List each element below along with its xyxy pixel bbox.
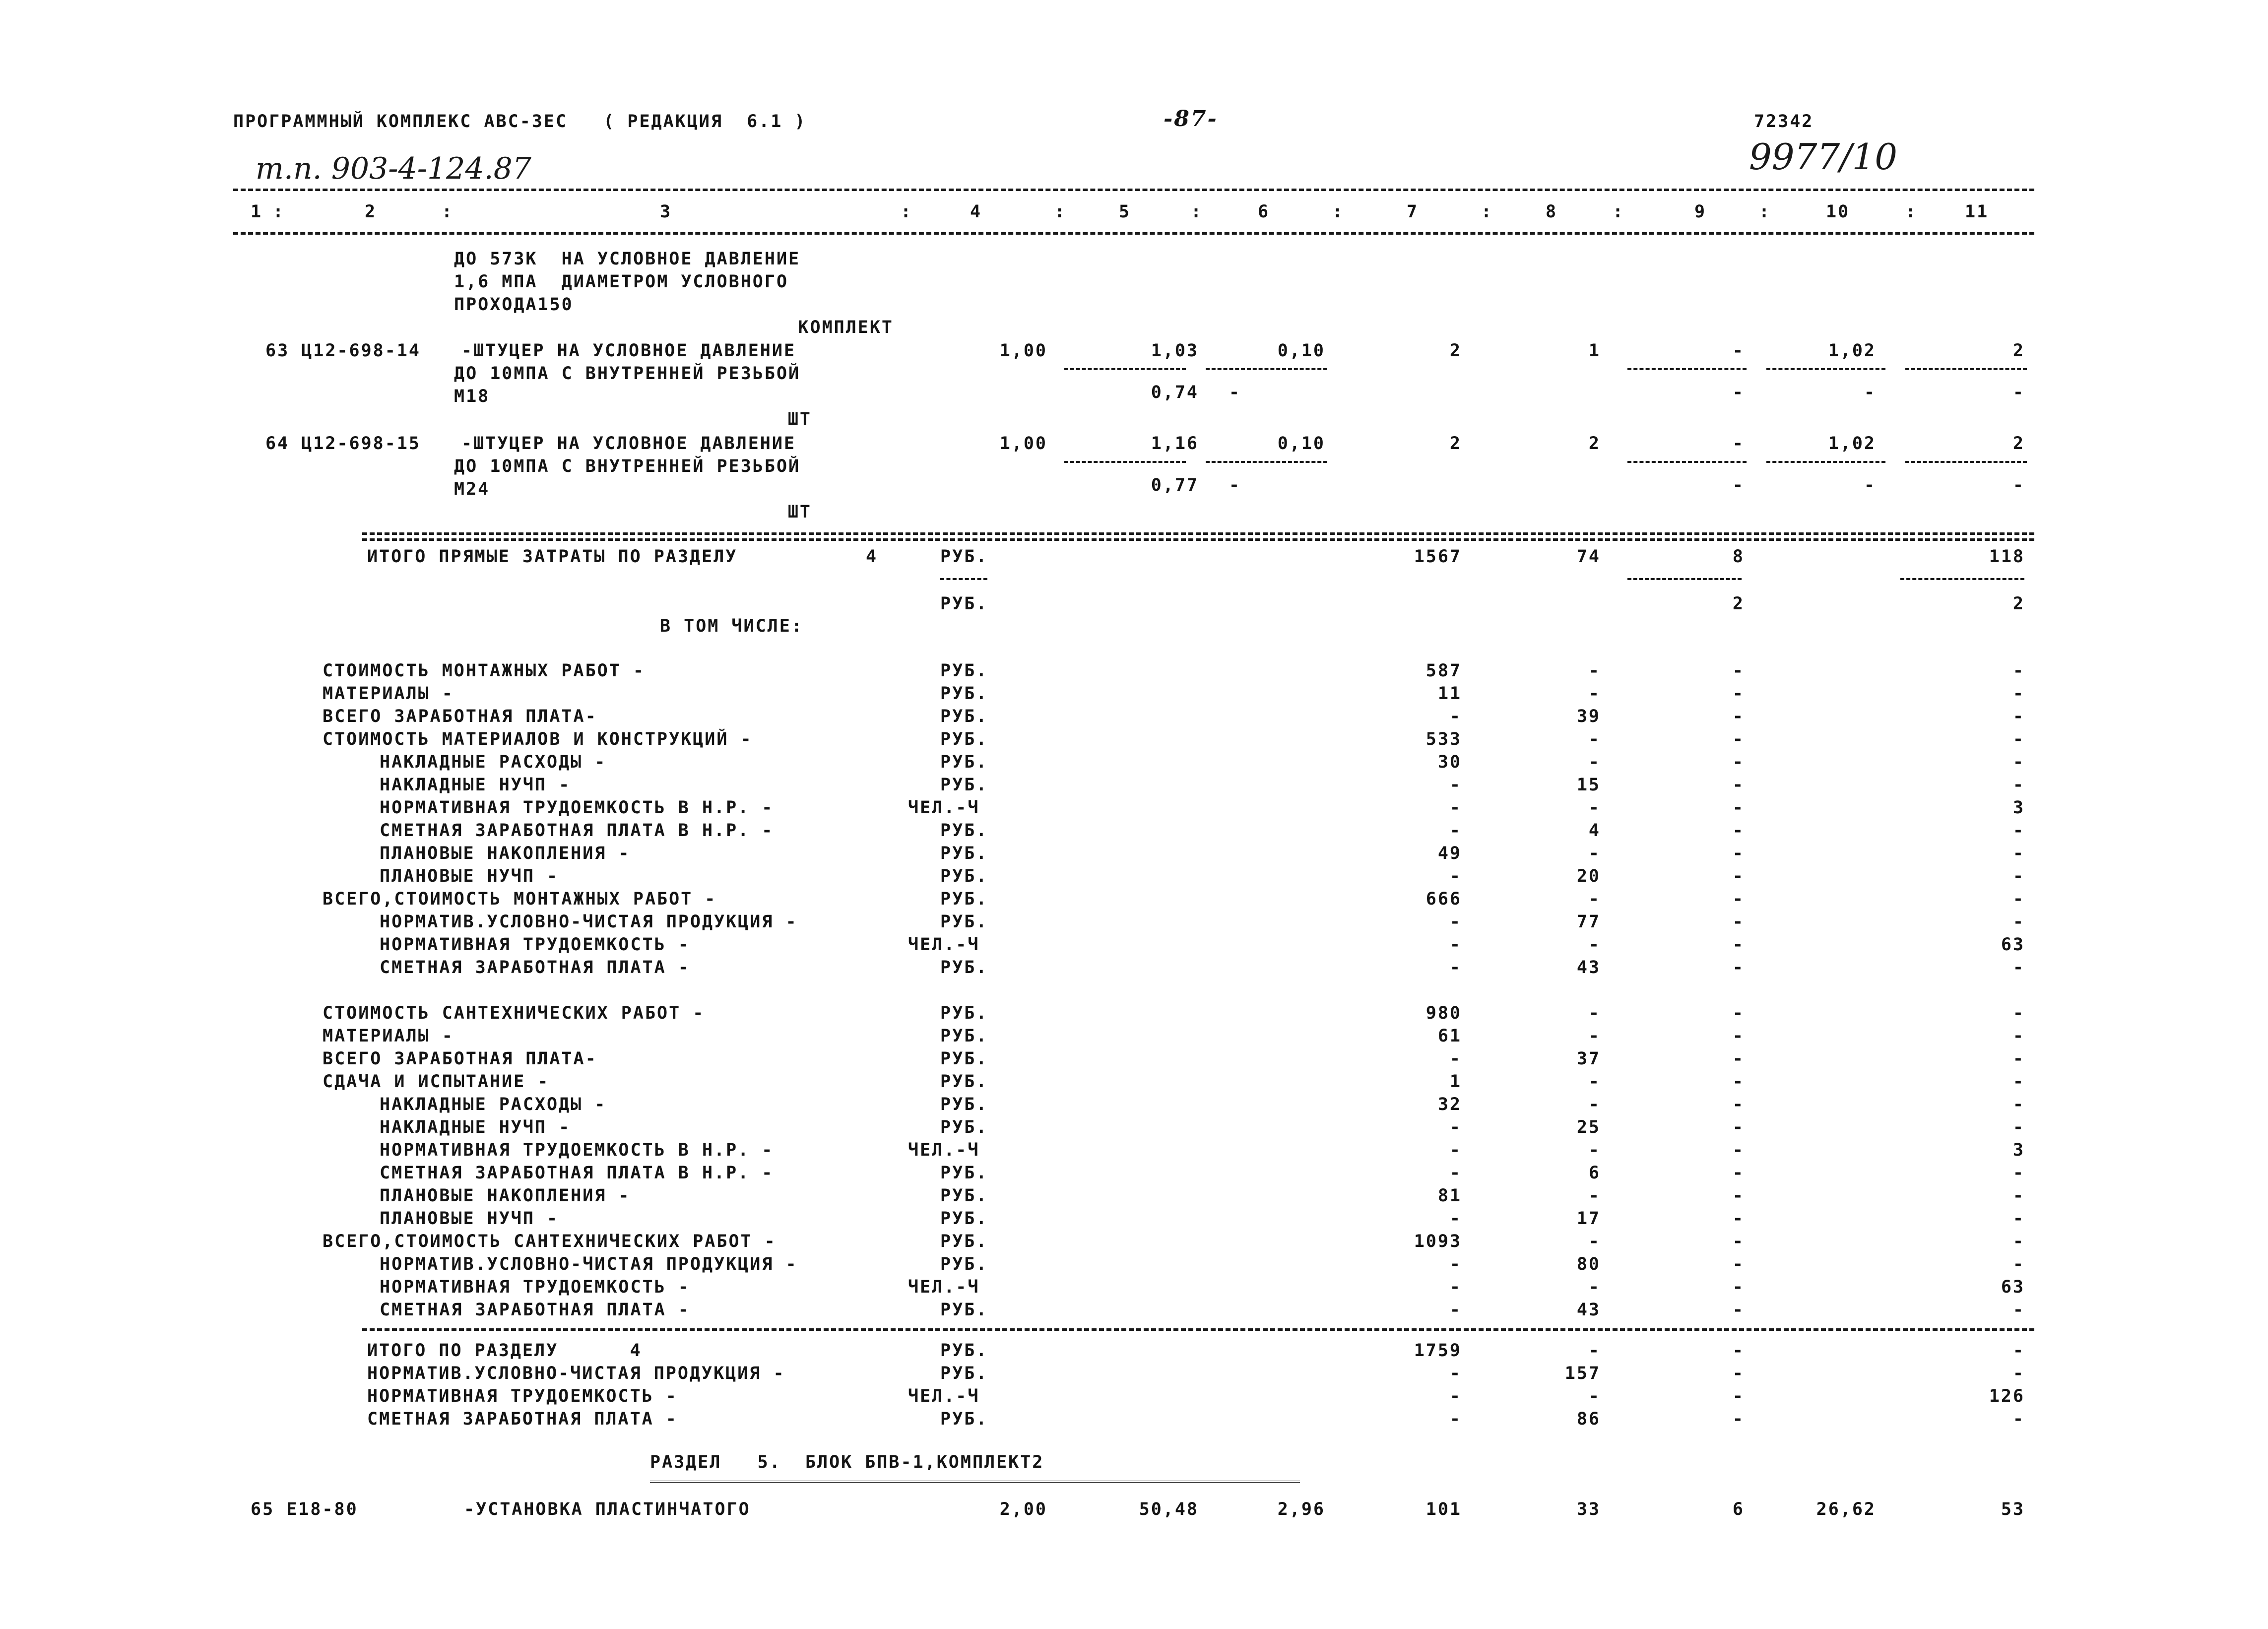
column-header-17: : [1759, 202, 1771, 222]
breakdown-c8: 43 [1576, 958, 1601, 977]
breakdown-c8: - [1588, 729, 1601, 749]
item-c10: 1,02 [1828, 434, 1876, 454]
breakdown-c9: - [1732, 1003, 1745, 1023]
item-c10-dash [1766, 368, 1885, 370]
item-c5b: 0,77 [1151, 475, 1199, 495]
breakdown-unit: РУБ. [940, 1049, 988, 1069]
breakdown-c7: - [1449, 935, 1462, 955]
item-c11: 2 [2012, 434, 2025, 454]
breakdown-c8: - [1588, 1095, 1601, 1114]
column-header-13: : [1481, 202, 1493, 222]
totals-c8: 157 [1564, 1364, 1601, 1383]
breakdown-label: ПЛАНОВЫЕ НАКОПЛЕНИЯ - [380, 844, 631, 863]
breakdown-c9: - [1732, 1232, 1745, 1251]
breakdown-label: СМЕТНАЯ ЗАРАБОТНАЯ ПЛАТА В Н.Р. - [380, 1163, 774, 1183]
breakdown-c11: - [2012, 707, 2025, 726]
breakdown-c8: 4 [1588, 821, 1601, 841]
breakdown-c9: - [1732, 1209, 1745, 1229]
totals-c7: - [1449, 1364, 1462, 1383]
breakdown-c11: - [2012, 1254, 2025, 1274]
breakdown-c9: - [1732, 958, 1745, 977]
breakdown-c11: - [2012, 1003, 2025, 1023]
breakdown-c7: - [1449, 1300, 1462, 1320]
breakdown-label: НОРМАТИВНАЯ ТРУДОЕМКОСТЬ - [380, 935, 690, 955]
breakdown-c8: 15 [1576, 775, 1601, 795]
breakdown-unit: РУБ. [940, 1095, 988, 1114]
breakdown-c9: - [1732, 866, 1745, 886]
breakdown-c8: - [1588, 1277, 1601, 1297]
breakdown-c7: 32 [1437, 1095, 1462, 1114]
program-header: ПРОГРАММНЫЙ КОМПЛЕКС АВС-3ЕС ( РЕДАКЦИЯ 6.1 ) [233, 112, 807, 131]
column-header-7: : [1054, 202, 1067, 222]
breakdown-c8: - [1588, 935, 1601, 955]
last-item-c11: 53 [2001, 1499, 2025, 1519]
direct-costs-c11-dash [1900, 578, 2024, 580]
column-header-8: 5 [1119, 202, 1131, 222]
breakdown-c7: 980 [1426, 1003, 1462, 1023]
direct-costs-section: 4 [866, 547, 878, 567]
item-c5-dash [1064, 368, 1186, 370]
breakdown-c11: - [2012, 1300, 2025, 1320]
breakdown-unit: РУБ. [940, 866, 988, 886]
item-c11-dash [1905, 368, 2027, 370]
column-header-5: : [901, 202, 913, 222]
item-c5b: 0,74 [1151, 383, 1199, 402]
last-item-c4: 2,00 [999, 1499, 1047, 1519]
breakdown-c11: - [2012, 866, 2025, 886]
breakdown-c9: - [1732, 1300, 1745, 1320]
breakdown-c11: - [2012, 1209, 2025, 1229]
item-c11b: - [2012, 475, 2025, 495]
totals-label: НОРМАТИВ.УСЛОВНО-ЧИСТАЯ ПРОДУКЦИЯ - [367, 1364, 785, 1383]
breakdown-label: ВСЕГО ЗАРАБОТНАЯ ПЛАТА- [323, 1049, 597, 1069]
column-header-15: : [1613, 202, 1625, 222]
item-c6: 0,10 [1277, 341, 1325, 361]
direct-costs-rule-top-2 [362, 538, 2034, 541]
item-c8: 1 [1588, 341, 1601, 361]
breakdown-c7: - [1449, 707, 1462, 726]
breakdown-c9: - [1732, 798, 1745, 818]
breakdown-c7: 533 [1426, 729, 1462, 749]
direct-costs-c8: 74 [1576, 547, 1601, 567]
breakdown-unit: РУБ. [940, 1003, 988, 1023]
item-c10: 1,02 [1828, 341, 1876, 361]
breakdown-c8: - [1588, 661, 1601, 681]
totals-unit: РУБ. [940, 1341, 988, 1361]
breakdown-unit: РУБ. [940, 1209, 988, 1229]
project-ref-handwritten: т.п. 903-4-124.87 [256, 151, 531, 186]
breakdown-c7: - [1449, 958, 1462, 977]
breakdown-label: СМЕТНАЯ ЗАРАБОТНАЯ ПЛАТА - [380, 1300, 690, 1320]
totals-c8: 86 [1576, 1409, 1601, 1429]
breakdown-c8: 25 [1576, 1117, 1601, 1137]
breakdown-unit: РУБ. [940, 821, 988, 841]
breakdown-unit: РУБ. [940, 684, 988, 704]
item-description-line: М24 [454, 479, 490, 499]
breakdown-c9: - [1732, 775, 1745, 795]
last-item-c9: 6 [1732, 1499, 1745, 1519]
item-description-line: М18 [454, 387, 490, 406]
item-c4: 1,00 [999, 434, 1047, 454]
direct-costs-c7: 1567 [1414, 547, 1462, 567]
column-header-4: 3 [660, 202, 672, 222]
breakdown-c11: - [2012, 752, 2025, 772]
section-5-underline [650, 1481, 1300, 1483]
breakdown-unit: РУБ. [940, 1026, 988, 1046]
header-rule-top [233, 189, 2034, 191]
breakdown-unit: РУБ. [940, 661, 988, 681]
breakdown-c7: 666 [1426, 889, 1462, 909]
breakdown-c9: - [1732, 889, 1745, 909]
column-header-3: : [442, 202, 454, 222]
item-num-code: 64 Ц12-698-15 [265, 434, 421, 454]
breakdown-c7: - [1449, 1163, 1462, 1183]
breakdown-c8: - [1588, 798, 1601, 818]
item-c7: 2 [1449, 341, 1462, 361]
breakdown-c8: - [1588, 1232, 1601, 1251]
item-c6b: - [1229, 475, 1241, 495]
breakdown-c8: - [1588, 844, 1601, 863]
breakdown-c9: - [1732, 1072, 1745, 1092]
column-header-16: 9 [1694, 202, 1707, 222]
breakdown-label: ВСЕГО,СТОИМОСТЬ САНТЕХНИЧЕСКИХ РАБОТ - [323, 1232, 777, 1251]
direct-costs-c9: 8 [1732, 547, 1745, 567]
breakdown-c7: - [1449, 1209, 1462, 1229]
totals-unit: РУБ. [940, 1409, 988, 1429]
breakdown-c11: - [2012, 684, 2025, 704]
item-c8: 2 [1588, 434, 1601, 454]
breakdown-c9: - [1732, 1026, 1745, 1046]
column-header-18: 10 [1826, 202, 1850, 222]
breakdown-label: НОРМАТИВНАЯ ТРУДОЕМКОСТЬ - [380, 1277, 690, 1297]
item-description-line: ПРОХОДА150 [454, 295, 574, 315]
breakdown-label: СТОИМОСТЬ САНТЕХНИЧЕСКИХ РАБОТ - [323, 1003, 705, 1023]
document-code: 72342 [1754, 112, 1814, 131]
breakdown-c9: - [1732, 1117, 1745, 1137]
column-header-2: 2 [365, 202, 377, 222]
last-item-text: -УСТАНОВКА ПЛАСТИНЧАТОГО [464, 1499, 751, 1519]
breakdown-unit: РУБ. [940, 1186, 988, 1206]
totals-c8: - [1588, 1386, 1601, 1406]
column-header-11: : [1332, 202, 1345, 222]
item-c9: - [1732, 434, 1745, 454]
totals-rule [362, 1328, 2034, 1331]
breakdown-c9: - [1732, 729, 1745, 749]
breakdown-c9: - [1732, 821, 1745, 841]
column-header-19: : [1905, 202, 1918, 222]
item-description-line: ДО 573К НА УСЛОВНОЕ ДАВЛЕНИЕ [454, 249, 801, 269]
direct-costs-unit-2: РУБ. [940, 594, 988, 614]
totals-c9: - [1732, 1386, 1745, 1406]
breakdown-c7: - [1449, 1049, 1462, 1069]
breakdown-c7: 30 [1437, 752, 1462, 772]
column-header-0: 1 [251, 202, 263, 222]
item-unit: КОМПЛЕКТ [798, 318, 894, 337]
breakdown-unit: ЧЕЛ.-Ч [908, 1277, 980, 1297]
item-c9-dash [1627, 461, 1747, 463]
breakdown-label: НАКЛАДНЫЕ РАСХОДЫ - [380, 1095, 607, 1114]
breakdown-c11: - [2012, 661, 2025, 681]
item-c10b: - [1864, 383, 1876, 402]
breakdown-unit: ЧЕЛ.-Ч [908, 935, 980, 955]
totals-c8: - [1588, 1341, 1601, 1361]
breakdown-unit: РУБ. [940, 729, 988, 749]
totals-c7: - [1449, 1386, 1462, 1406]
breakdown-c9: - [1732, 1049, 1745, 1069]
breakdown-c9: - [1732, 1140, 1745, 1160]
totals-c7: 1759 [1414, 1341, 1462, 1361]
breakdown-unit: РУБ. [940, 1072, 988, 1092]
breakdown-c7: 49 [1437, 844, 1462, 863]
breakdown-c7: 1 [1449, 1072, 1462, 1092]
breakdown-c8: 6 [1588, 1163, 1601, 1183]
header-rule-bottom [233, 232, 2034, 235]
breakdown-c11: - [2012, 1186, 2025, 1206]
item-c11: 2 [2012, 341, 2025, 361]
breakdown-c8: - [1588, 1003, 1601, 1023]
breakdown-c7: - [1449, 912, 1462, 932]
breakdown-c7: - [1449, 1117, 1462, 1137]
item-c4: 1,00 [999, 341, 1047, 361]
breakdown-c11: - [2012, 1049, 2025, 1069]
item-c6b: - [1229, 383, 1241, 402]
totals-c11: - [2012, 1409, 2025, 1429]
last-item-c6: 2,96 [1277, 1499, 1325, 1519]
breakdown-c11: - [2012, 1163, 2025, 1183]
breakdown-label: МАТЕРИАЛЫ - [323, 684, 454, 704]
column-header-9: : [1191, 202, 1203, 222]
breakdown-c9: - [1732, 661, 1745, 681]
totals-label: ИТОГО ПО РАЗДЕЛУ 4 [367, 1341, 642, 1361]
item-c9: - [1732, 341, 1745, 361]
column-header-1: : [273, 202, 285, 222]
breakdown-c8: 17 [1576, 1209, 1601, 1229]
direct-costs-unit-dash [940, 578, 987, 580]
item-c5: 1,16 [1151, 434, 1199, 454]
breakdown-label: НОРМАТИВНАЯ ТРУДОЕМКОСТЬ В Н.Р. - [380, 1140, 774, 1160]
item-description-line: 1,6 МПА ДИАМЕТРОМ УСЛОВНОГО [454, 272, 789, 292]
breakdown-c11: 3 [2012, 1140, 2025, 1160]
breakdown-c7: 11 [1437, 684, 1462, 704]
breakdown-c9: - [1732, 912, 1745, 932]
breakdown-c8: 43 [1576, 1300, 1601, 1320]
breakdown-c7: - [1449, 866, 1462, 886]
breakdown-c8: - [1588, 1072, 1601, 1092]
breakdown-label: ПЛАНОВЫЕ НАКОПЛЕНИЯ - [380, 1186, 631, 1206]
breakdown-c8: 37 [1576, 1049, 1601, 1069]
page-number: -87- [1164, 106, 1218, 131]
last-item-c7: 101 [1426, 1499, 1462, 1519]
item-unit: ШТ [787, 502, 812, 522]
item-unit: ШТ [787, 409, 812, 429]
breakdown-c8: 77 [1576, 912, 1601, 932]
item-description-line: -ШТУЦЕР НА УСЛОВНОЕ ДАВЛЕНИЕ [461, 434, 796, 454]
breakdown-c8: 20 [1576, 866, 1601, 886]
item-c6: 0,10 [1277, 434, 1325, 454]
column-header-12: 7 [1407, 202, 1419, 222]
breakdown-c7: - [1449, 821, 1462, 841]
breakdown-label: ВСЕГО ЗАРАБОТНАЯ ПЛАТА- [323, 707, 597, 726]
breakdown-label: НАКЛАДНЫЕ НУЧП - [380, 775, 571, 795]
breakdown-label: СТОИМОСТЬ МАТЕРИАЛОВ И КОНСТРУКЦИЙ - [323, 729, 753, 749]
breakdown-c11: 3 [2012, 798, 2025, 818]
breakdown-c11: - [2012, 821, 2025, 841]
breakdown-label: СТОИМОСТЬ МОНТАЖНЫХ РАБОТ - [323, 661, 645, 681]
totals-c9: - [1732, 1409, 1745, 1429]
breakdown-c11: 63 [2001, 935, 2025, 955]
item-c5: 1,03 [1151, 341, 1199, 361]
item-c10b: - [1864, 475, 1876, 495]
item-c11-dash [1905, 461, 2027, 463]
breakdown-unit: РУБ. [940, 889, 988, 909]
breakdown-c11: - [2012, 1117, 2025, 1137]
item-c9b: - [1732, 475, 1745, 495]
breakdown-unit: РУБ. [940, 707, 988, 726]
breakdown-c7: - [1449, 798, 1462, 818]
breakdown-c9: - [1732, 707, 1745, 726]
item-c9-dash [1627, 368, 1747, 370]
breakdown-unit: ЧЕЛ.-Ч [908, 798, 980, 818]
breakdown-label: НОРМАТИВ.УСЛОВНО-ЧИСТАЯ ПРОДУКЦИЯ - [380, 1254, 798, 1274]
including-label: В ТОМ ЧИСЛЕ: [660, 616, 803, 636]
breakdown-label: НОРМАТИВНАЯ ТРУДОЕМКОСТЬ В Н.Р. - [380, 798, 774, 818]
breakdown-label: НАКЛАДНЫЕ РАСХОДЫ - [380, 752, 607, 772]
breakdown-c7: - [1449, 775, 1462, 795]
breakdown-c7: 587 [1426, 661, 1462, 681]
breakdown-c7: - [1449, 1254, 1462, 1274]
breakdown-c11: - [2012, 844, 2025, 863]
breakdown-c8: - [1588, 752, 1601, 772]
breakdown-label: ПЛАНОВЫЕ НУЧП - [380, 1209, 559, 1229]
totals-c9: - [1732, 1341, 1745, 1361]
direct-costs-label: ИТОГО ПРЯМЫЕ ЗАТРАТЫ ПО РАЗДЕЛУ [367, 547, 738, 567]
last-item-c5: 50,48 [1139, 1499, 1199, 1519]
direct-costs-unit: РУБ. [940, 547, 988, 567]
breakdown-c9: - [1732, 844, 1745, 863]
breakdown-c11: - [2012, 912, 2025, 932]
breakdown-c9: - [1732, 1163, 1745, 1183]
column-header-14: 8 [1546, 202, 1558, 222]
breakdown-unit: РУБ. [940, 1300, 988, 1320]
section-5-title: РАЗДЕЛ 5. БЛОК БПВ-1,КОМПЛЕКТ2 [650, 1452, 1044, 1472]
breakdown-c11: - [2012, 1232, 2025, 1251]
direct-costs-c9-dash [1627, 578, 1742, 580]
item-c6-dash [1206, 368, 1327, 370]
totals-label: НОРМАТИВНАЯ ТРУДОЕМКОСТЬ - [367, 1386, 678, 1406]
breakdown-c11: - [2012, 1072, 2025, 1092]
breakdown-unit: РУБ. [940, 958, 988, 977]
breakdown-c11: - [2012, 1026, 2025, 1046]
breakdown-c8: - [1588, 889, 1601, 909]
breakdown-label: МАТЕРИАЛЫ - [323, 1026, 454, 1046]
breakdown-c11: - [2012, 958, 2025, 977]
last-item-num-code: 65 Е18-80 [251, 1499, 358, 1519]
direct-costs-c11b: 2 [2012, 594, 2025, 614]
item-description-line: ДО 10МПА С ВНУТРЕННЕЙ РЕЗЬБОЙ [454, 364, 801, 384]
breakdown-unit: РУБ. [940, 844, 988, 863]
direct-costs-rule-top [362, 532, 2034, 535]
last-item-c8: 33 [1576, 1499, 1601, 1519]
column-header-10: 6 [1258, 202, 1270, 222]
item-description-line: ДО 10МПА С ВНУТРЕННЕЙ РЕЗЬБОЙ [454, 456, 801, 476]
breakdown-unit: РУБ. [940, 1117, 988, 1137]
breakdown-label: СМЕТНАЯ ЗАРАБОТНАЯ ПЛАТА - [380, 958, 690, 977]
breakdown-c8: 80 [1576, 1254, 1601, 1274]
item-c5-dash [1064, 461, 1186, 463]
item-c7: 2 [1449, 434, 1462, 454]
item-c6-dash [1206, 461, 1327, 463]
totals-c11: 126 [1989, 1386, 2025, 1406]
breakdown-unit: РУБ. [940, 1232, 988, 1251]
column-header-20: 11 [1965, 202, 1989, 222]
totals-c11: - [2012, 1364, 2025, 1383]
breakdown-c8: - [1588, 1140, 1601, 1160]
breakdown-label: СДАЧА И ИСПЫТАНИЕ - [323, 1072, 550, 1092]
breakdown-unit: РУБ. [940, 775, 988, 795]
breakdown-c11: - [2012, 729, 2025, 749]
totals-c9: - [1732, 1364, 1745, 1383]
breakdown-c7: 61 [1437, 1026, 1462, 1046]
breakdown-label: ПЛАНОВЫЕ НУЧП - [380, 866, 559, 886]
breakdown-c8: - [1588, 684, 1601, 704]
direct-costs-c11: 118 [1989, 547, 2025, 567]
breakdown-c9: - [1732, 935, 1745, 955]
breakdown-c7: - [1449, 1140, 1462, 1160]
totals-c11: - [2012, 1341, 2025, 1361]
item-c11b: - [2012, 383, 2025, 402]
item-description-line: -ШТУЦЕР НА УСЛОВНОЕ ДАВЛЕНИЕ [461, 341, 796, 361]
breakdown-unit: ЧЕЛ.-Ч [908, 1140, 980, 1160]
item-c10-dash [1766, 461, 1885, 463]
breakdown-unit: РУБ. [940, 912, 988, 932]
column-header-6: 4 [970, 202, 982, 222]
breakdown-c8: - [1588, 1026, 1601, 1046]
breakdown-c7: 81 [1437, 1186, 1462, 1206]
breakdown-c9: - [1732, 684, 1745, 704]
breakdown-c11: - [2012, 1095, 2025, 1114]
breakdown-unit: РУБ. [940, 752, 988, 772]
breakdown-c9: - [1732, 1095, 1745, 1114]
breakdown-unit: РУБ. [940, 1163, 988, 1183]
last-item-c10: 26,62 [1816, 1499, 1876, 1519]
breakdown-c11: - [2012, 889, 2025, 909]
breakdown-c9: - [1732, 1186, 1745, 1206]
sheet-ref-handwritten: 9977/10 [1749, 136, 1898, 178]
breakdown-c9: - [1732, 1277, 1745, 1297]
breakdown-c8: - [1588, 1186, 1601, 1206]
breakdown-label: СМЕТНАЯ ЗАРАБОТНАЯ ПЛАТА В Н.Р. - [380, 821, 774, 841]
breakdown-c8: 39 [1576, 707, 1601, 726]
breakdown-c11: - [2012, 775, 2025, 795]
breakdown-label: ВСЕГО,СТОИМОСТЬ МОНТАЖНЫХ РАБОТ - [323, 889, 717, 909]
breakdown-c7: - [1449, 1277, 1462, 1297]
breakdown-label: НОРМАТИВ.УСЛОВНО-ЧИСТАЯ ПРОДУКЦИЯ - [380, 912, 798, 932]
item-num-code: 63 Ц12-698-14 [265, 341, 421, 361]
breakdown-c7: 1093 [1414, 1232, 1462, 1251]
breakdown-c11: 63 [2001, 1277, 2025, 1297]
totals-unit: РУБ. [940, 1364, 988, 1383]
breakdown-unit: РУБ. [940, 1254, 988, 1274]
breakdown-c9: - [1732, 752, 1745, 772]
item-c9b: - [1732, 383, 1745, 402]
totals-c7: - [1449, 1409, 1462, 1429]
direct-costs-c9b: 2 [1732, 594, 1745, 614]
totals-label: СМЕТНАЯ ЗАРАБОТНАЯ ПЛАТА - [367, 1409, 678, 1429]
totals-unit: ЧЕЛ.-Ч [908, 1386, 980, 1406]
breakdown-c9: - [1732, 1254, 1745, 1274]
breakdown-label: НАКЛАДНЫЕ НУЧП - [380, 1117, 571, 1137]
